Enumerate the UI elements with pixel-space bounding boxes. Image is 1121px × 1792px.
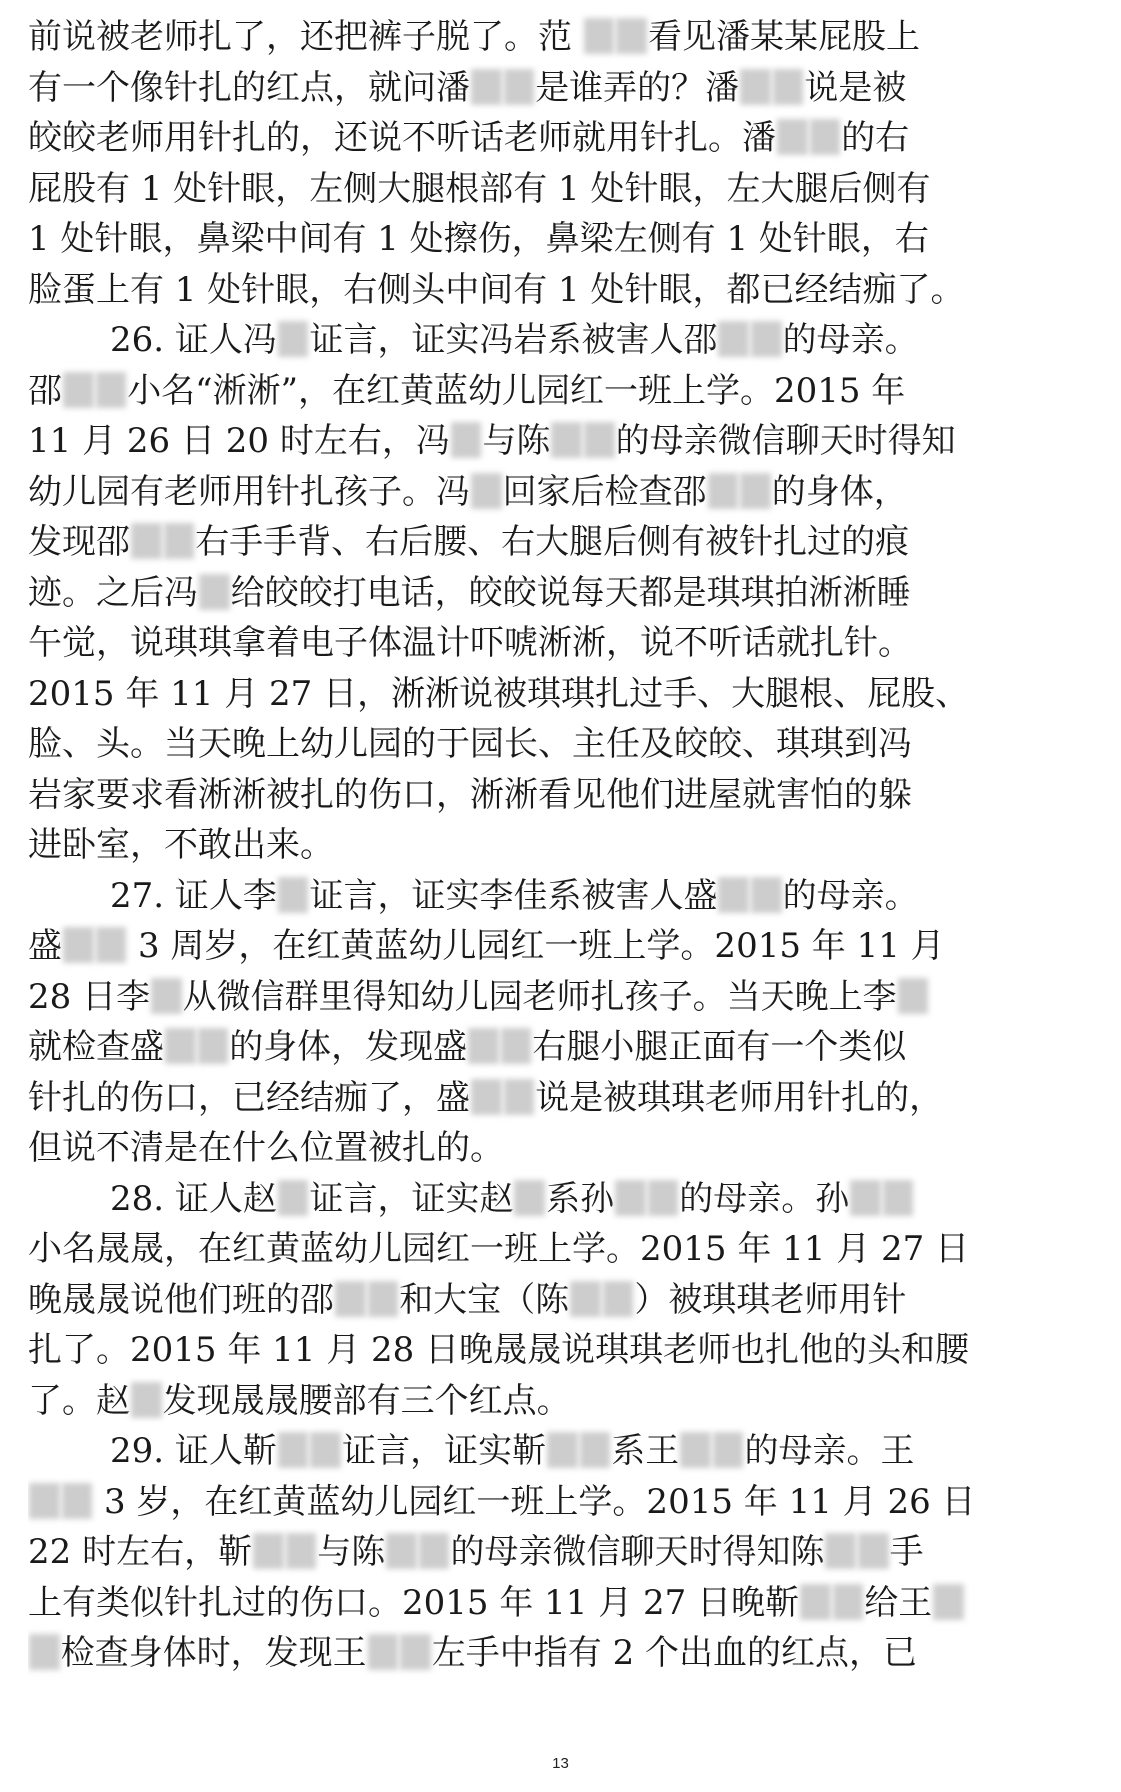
text-line: 迹。之后冯 给皎皎打电话，皎皎说每天都是琪琪拍淅淅睡 [28, 572, 911, 613]
text-line: 就检查盛 的身体，发现盛 右腿小腿正面有一个类似 [28, 1027, 907, 1067]
redaction-mark [151, 978, 182, 1014]
redaction-mark [615, 1180, 646, 1216]
text-line: 脸、头。当天晚上幼儿园的于园长、主任及皎皎、琪琪到冯 [28, 724, 912, 764]
redaction-mark [451, 422, 482, 458]
text-line: 22 时左右，靳 与陈 的母亲微信聊天时得知陈 手 [28, 1532, 924, 1572]
text-line: 午觉，说琪琪拿着电子体温计吓唬淅淅，说不听话就扎针。 [28, 623, 912, 663]
redaction-mark [570, 1281, 601, 1317]
redaction-mark [419, 1533, 450, 1569]
redaction-mark [584, 422, 615, 458]
redaction-mark [773, 69, 804, 105]
text-line: 小名晟晟，在红黄蓝幼儿园红一班上学。2015 年 11 月 27 日 [28, 1229, 970, 1269]
text-line: 1 处针眼，鼻梁中间有 1 处擦伤，鼻梁左侧有 1 处针眼，右 [28, 219, 929, 259]
redaction-mark [386, 1533, 417, 1569]
redaction-mark [278, 1432, 309, 1468]
redaction-mark [165, 1028, 196, 1064]
redaction-mark [471, 69, 502, 105]
redaction-mark [471, 1079, 502, 1115]
redaction-mark [310, 1432, 341, 1468]
redaction-mark [368, 1634, 399, 1670]
text-line: 屁股有 1 处针眼，左侧大腿根部有 1 处针眼，左大腿后侧有 [28, 168, 931, 209]
text-line: 有一个像针扎的红点，就问潘 是谁弄的？潘 说是被 [28, 67, 907, 108]
redaction-mark [833, 1584, 864, 1620]
text-line: 27. 证人李 证言，证实李佳系被害人盛 的母亲。 [110, 875, 919, 916]
text-line: 幼儿园有老师用针扎孩子。冯 回家后检查邵 的身体， [28, 471, 908, 512]
redaction-mark [740, 473, 771, 509]
redaction-mark [468, 1028, 499, 1064]
redaction-mark [751, 321, 782, 357]
text-line: 晚晟晟说他们班的邵 和大宝（陈 ）被琪琪老师用针 [28, 1279, 907, 1320]
redaction-mark [898, 978, 929, 1014]
redaction-mark [278, 321, 309, 357]
redaction-mark [29, 1634, 60, 1670]
redaction-mark [286, 1533, 317, 1569]
redaction-mark [278, 1180, 309, 1216]
redaction-mark [278, 877, 309, 913]
text-line: 检查身体时，发现王 左手中指有 2 个出血的红点，已 [28, 1628, 1088, 1679]
redaction-mark [29, 1483, 60, 1519]
redaction-mark [580, 1432, 611, 1468]
text-line: 28 日李 从微信群里得知幼儿园老师扎孩子。当天晚上李 [28, 972, 1088, 1023]
redaction-mark [514, 1180, 545, 1216]
redaction-mark [616, 18, 647, 54]
text-line: 28. 证人赵 证言，证实赵 系孙 的母亲。孙 [28, 1174, 1088, 1225]
redaction-mark [198, 1028, 229, 1064]
redaction-mark [883, 1180, 914, 1216]
text-line: 11 月 26 日 20 时左右，冯 与陈 的母亲微信聊天时得知 [28, 421, 956, 461]
text-line: 3 岁，在红黄蓝幼儿园红一班上学。2015 年 11 月 26 日 [28, 1477, 1088, 1528]
text-line: 针扎的伤口，已经结痂了，盛 说是被琪琪老师用针扎的， [28, 1077, 944, 1118]
text-line: 发现邵 右手手背、右后腰、右大腿后侧有被针扎过的痕 [28, 522, 910, 562]
redaction-mark [858, 1533, 889, 1569]
page-number: 13 [552, 1755, 569, 1772]
redaction-mark [850, 1180, 881, 1216]
text-line: 2015 年 11 月 27 日，淅淅说被琪琪扎过手、大腿根、屁股、 [28, 673, 970, 714]
body-text [28, 12, 1088, 1679]
redaction-mark [800, 1584, 831, 1620]
text-line: 岩家要求看淅淅被扎的伤口，淅淅看见他们进屋就害怕的躲 [28, 774, 912, 815]
redaction-mark [933, 1584, 964, 1620]
text-line: 前说被老师扎了，还把裤子脱了。范 看见潘某某屁股上 [28, 17, 920, 57]
redaction-mark [713, 1432, 744, 1468]
redaction-mark [131, 523, 162, 559]
redaction-mark [551, 422, 582, 458]
redaction-mark [603, 1281, 634, 1317]
redaction-mark [368, 1281, 399, 1317]
redaction-mark [825, 1533, 856, 1569]
redaction-mark [131, 1382, 162, 1418]
text-line: 脸蛋上有 1 处针眼，右侧头中间有 1 处针眼，都已经结痂了。 [28, 269, 965, 310]
redaction-mark [810, 119, 841, 155]
redaction-mark [751, 877, 782, 913]
redaction-mark [718, 877, 749, 913]
text-line: 26. 证人冯 证言，证实冯岩系被害人邵 的母亲。 [110, 320, 919, 360]
text-line: 盛 3 周岁，在红黄蓝幼儿园红一班上学。2015 年 11 月 [28, 926, 945, 966]
redaction-mark [680, 1432, 711, 1468]
text-line: 上有类似针扎过的伤口。2015 年 11 月 27 日晚靳 给王 [28, 1578, 1088, 1629]
redaction-mark [708, 473, 739, 509]
redaction-mark [584, 18, 615, 54]
text-line: 扎了。2015 年 11 月 28 日晚晟晟说琪琪老师也扎他的头和腰 [28, 1330, 970, 1370]
text-line: 了。赵 发现晟晟腰部有三个红点。 [28, 1380, 571, 1421]
redaction-mark [164, 523, 195, 559]
text-line: 但说不清是在什么位置被扎的。 [28, 1128, 504, 1168]
redaction-mark [400, 1634, 431, 1670]
redaction-mark [96, 372, 127, 408]
redaction-mark [253, 1533, 284, 1569]
redaction-mark [547, 1432, 578, 1468]
redaction-mark [777, 119, 808, 155]
redaction-mark [501, 1028, 532, 1064]
text-line: 进卧室，不敢出来。 [28, 825, 334, 865]
redaction-mark [740, 69, 771, 105]
redaction-mark [504, 1079, 535, 1115]
redaction-mark [63, 372, 94, 408]
text-line: 皎皎老师用针扎的，还说不听话老师就用针扎。潘 的右 [28, 118, 910, 158]
redaction-mark [504, 69, 535, 105]
redaction-mark [648, 1180, 679, 1216]
redaction-mark [335, 1281, 366, 1317]
redaction-mark [63, 927, 94, 963]
redaction-mark [718, 321, 749, 357]
text-line: 邵 小名“淅淅”，在红黄蓝幼儿园红一班上学。2015 年 [28, 370, 906, 411]
redaction-mark [96, 927, 127, 963]
redaction-mark [471, 473, 502, 509]
redaction-mark [62, 1483, 93, 1519]
text-line: 29. 证人靳 证言，证实靳 系王 的母亲。王 [110, 1431, 915, 1471]
redaction-mark [199, 574, 230, 610]
